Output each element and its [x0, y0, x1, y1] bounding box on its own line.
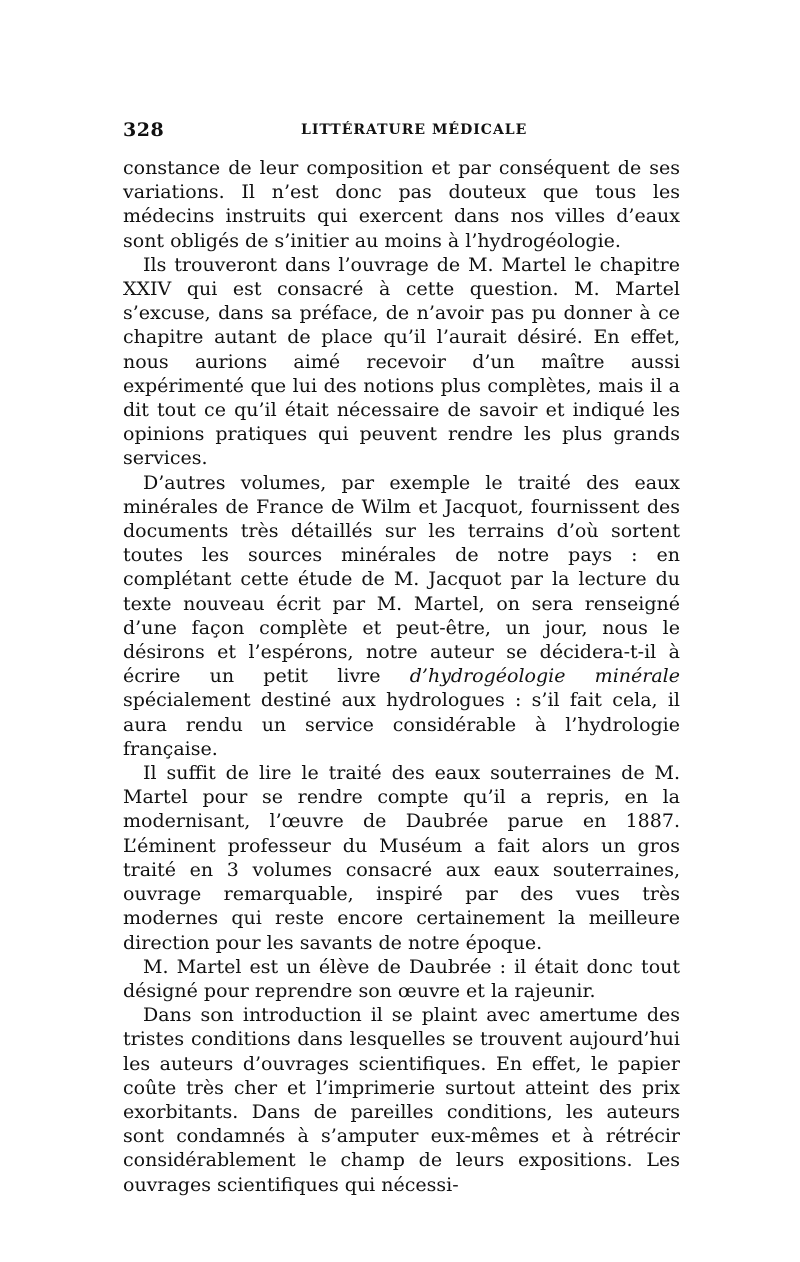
italic-phrase: d’hydrogéologie minérale	[409, 665, 680, 688]
paragraph-5: M. Martel est un élève de Daubrée : il était donc tout désigné pour reprendre son œuvre et la rajeunir.	[123, 955, 680, 1002]
page-header	[123, 119, 680, 143]
paragraph-3	[123, 471, 680, 761]
paragraph-2: Ils trouveront dans l’ouvrage de M. Martel le chapitre XXIV qui est consacré à cette question. M. Martel s’excuse, dans sa préface, de n’avoir pas pu donner à ce chapitre autant de place qu’il l’aurait désiré. En effet, nous aurions aimé recevoir d’un maître aussi expérimenté que lui des notions plus complètes, mais il a dit tout ce qu’il était nécessaire de savoir et indiqué les opinions pratiques qui peuvent rendre les plus grands services.	[123, 253, 680, 470]
paragraph-4: Il suffit de lire le traité des eaux souterraines de M. Martel pour se rendre compte qu’il a repris, en la modernisant, l’œuvre de Daubrée parue en 1887. L’éminent professeur du Muséum a fait alors un gros traité en 3 volumes consacré aux eaux souterraines, ouvrage remarquable, inspiré par des vues très modernes qui reste encore certainement la meilleure direction pour les savants de notre époque.	[123, 762, 680, 954]
paragraph-3-text-after: spécialement destiné aux hydrologues : s’il fait cela, il aura rendu un service considérable à l’hydrologie française.	[123, 689, 680, 760]
paragraph-1: constance de leur composition et par conséquent de ses variations. Il n’est donc pas douteux que tous les médecins instruits qui exercent dans nos villes d’eaux sont obligés de s’initier au moins à l’hydrogéologie.	[123, 157, 680, 252]
body-text	[123, 156, 680, 1197]
page-number: 328	[123, 119, 165, 141]
paragraph-6: Dans son introduction il se plaint avec amertume des tristes conditions dans lesquelles se trouvent aujourd’hui les auteurs d’ouvrages scientifiques. En effet, le papier coûte très cher et l’imprimerie surtout atteint des prix exorbitants. Dans de pareilles conditions, les auteurs sont condamnés à s’amputer eux-mêmes et à rétrécir considérablement le champ de leurs expositions. Les ouvrages scientifiques qui nécessi-	[123, 1004, 680, 1196]
running-title: LITTÉRATURE MÉDICALE	[301, 122, 528, 138]
paragraph-3-text-before: D’autres volumes, par exemple le traité des eaux minérales de France de Wilm et Jacquot, fournissent des documents très détaillés sur les terrains d’où sortent toutes les sources minérales de notre pays : en complétant cette étude de M. Jacquot par la lecture du texte nouveau écrit par M. Martel, on sera renseigné d’une façon complète et peut-être, un jour, nous le désirons et l’espérons, notre auteur se décidera-t-il à écrire un petit livre	[123, 471, 680, 688]
